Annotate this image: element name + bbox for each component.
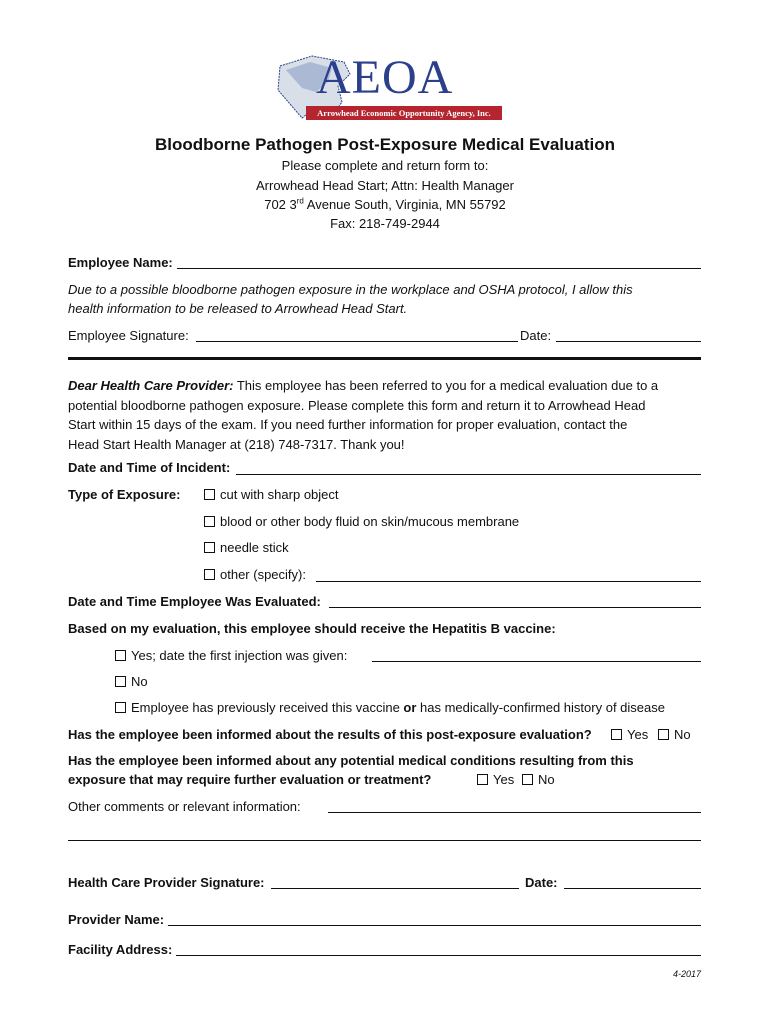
hepatitis-no-label: No	[131, 674, 148, 689]
checkbox[interactable]	[611, 729, 622, 740]
logo-text: AEOA	[316, 51, 454, 104]
checkbox[interactable]	[115, 650, 126, 661]
informed-results-no[interactable]	[658, 727, 691, 743]
incident-date-time-field[interactable]	[236, 474, 701, 475]
employee-date-field[interactable]	[556, 341, 701, 342]
informed-conditions-question-line-2: exposure that may require further evaluation or treatment?	[68, 772, 432, 787]
provider-salutation: Dear Health Care Provider:	[68, 378, 234, 393]
employee-name-label: Employee Name:	[68, 255, 173, 270]
footer-revision-date: 4-2017	[672, 969, 701, 979]
comments-field-line-2[interactable]	[68, 840, 701, 841]
informed-results-yes[interactable]	[611, 727, 648, 743]
exposure-option-other[interactable]	[204, 567, 306, 583]
checkbox[interactable]	[522, 774, 533, 785]
informed-conditions-no[interactable]	[522, 772, 555, 788]
employee-date-label: Date:	[520, 328, 552, 343]
checkbox[interactable]	[115, 702, 126, 713]
provider-signature-field[interactable]	[271, 888, 519, 889]
checkbox[interactable]	[204, 542, 215, 553]
address-street: Avenue South, Virginia, MN 55792	[303, 197, 506, 212]
first-injection-date-field[interactable]	[372, 661, 701, 662]
yes-label: Yes	[627, 727, 649, 742]
facility-address-field[interactable]	[176, 955, 701, 956]
provider-name-label: Provider Name:	[68, 912, 165, 927]
checkbox[interactable]	[204, 569, 215, 580]
provider-signature-label: Health Care Provider Signature:	[68, 875, 265, 890]
hepatitis-yes-label: Yes; date the first injection was given:	[131, 648, 348, 663]
informed-conditions-yes[interactable]	[477, 772, 514, 788]
exposure-option-label: other (specify):	[220, 567, 306, 582]
informed-results-question: Has the employee been informed about the results of this post-exposure evaluation?	[68, 727, 592, 742]
checkbox[interactable]	[204, 489, 215, 500]
logo-tagline: Arrowhead Economic Opportunity Agency, Inc.	[306, 106, 502, 120]
provider-note-line-2: potential bloodborne pathogen exposure. Please complete this form and return it to Arrowhead Head	[68, 397, 646, 413]
provider-note-line-1: This employee has been referred to you for a medical evaluation due to a	[233, 378, 659, 393]
return-line-3	[0, 197, 770, 213]
page-title: Bloodborne Pathogen Post-Exposure Medical Evaluation	[154, 135, 615, 154]
aeoa-logo	[272, 52, 504, 122]
hepatitis-option-previous[interactable]	[115, 700, 665, 716]
incident-date-time-label: Date and Time of Incident:	[68, 460, 231, 475]
address-number: 702 3	[264, 197, 297, 212]
return-line-2: Arrowhead Head Start; Attn: Health Manager	[256, 178, 514, 193]
employee-signature-field[interactable]	[196, 341, 518, 342]
return-line-4: Fax: 218-749-2944	[330, 216, 440, 231]
checkbox[interactable]	[658, 729, 669, 740]
provider-date-label: Date:	[525, 875, 558, 890]
exposure-option-cut[interactable]	[204, 487, 339, 503]
previous-vaccine-history: has medically-confirmed history of disease	[416, 700, 665, 715]
comments-label: Other comments or relevant information:	[68, 799, 301, 814]
provider-note-line-4: Head Start Health Manager at (218) 748-7317. Thank you!	[68, 436, 405, 452]
exposure-option-label: cut with sharp object	[220, 487, 339, 502]
informed-conditions-question-line-1: Has the employee been informed about any potential medical conditions resulting from this	[68, 753, 634, 768]
exposure-option-needle[interactable]	[204, 540, 289, 556]
hepatitis-question: Based on my evaluation, this employee should receive the Hepatitis B vaccine:	[68, 621, 556, 636]
employee-signature-label: Employee Signature:	[68, 328, 189, 343]
provider-note	[68, 376, 708, 454]
employee-name-field[interactable]	[177, 268, 701, 269]
no-label: No	[538, 772, 555, 787]
exposure-type-label: Type of Exposure:	[68, 487, 181, 502]
evaluated-date-time-field[interactable]	[329, 607, 701, 608]
provider-note-line-3: Start within 15 days of the exam. If you need further information for proper evaluation, contact the	[68, 417, 628, 432]
exposure-other-field[interactable]	[316, 581, 701, 582]
consent-line-2: health information to be released to Arrowhead Head Start.	[68, 301, 408, 316]
provider-name-field[interactable]	[168, 925, 701, 926]
no-label: No	[674, 727, 691, 742]
checkbox[interactable]	[477, 774, 488, 785]
checkbox[interactable]	[115, 676, 126, 687]
exposure-option-label: needle stick	[220, 540, 289, 555]
section-divider	[68, 357, 701, 360]
address-ordinal: rd	[296, 196, 304, 206]
hepatitis-option-no[interactable]	[115, 674, 148, 690]
comments-field-line-1[interactable]	[328, 812, 701, 813]
facility-address-label: Facility Address:	[68, 942, 173, 957]
hepatitis-option-yes[interactable]	[115, 648, 347, 664]
return-line-1: Please complete and return form to:	[281, 158, 489, 173]
evaluated-date-time-label: Date and Time Employee Was Evaluated:	[68, 594, 321, 609]
provider-date-field[interactable]	[564, 888, 701, 889]
exposure-option-label: blood or other body fluid on skin/mucous membrane	[220, 514, 520, 529]
previous-vaccine-or: or	[403, 700, 417, 715]
exposure-option-fluid[interactable]	[204, 514, 519, 530]
consent-line-1: Due to a possible bloodborne pathogen exposure in the workplace and OSHA protocol, I allow this	[68, 282, 633, 297]
yes-label: Yes	[493, 772, 515, 787]
checkbox[interactable]	[204, 516, 215, 527]
previous-vaccine-label: Employee has previously received this vaccine	[131, 700, 404, 715]
